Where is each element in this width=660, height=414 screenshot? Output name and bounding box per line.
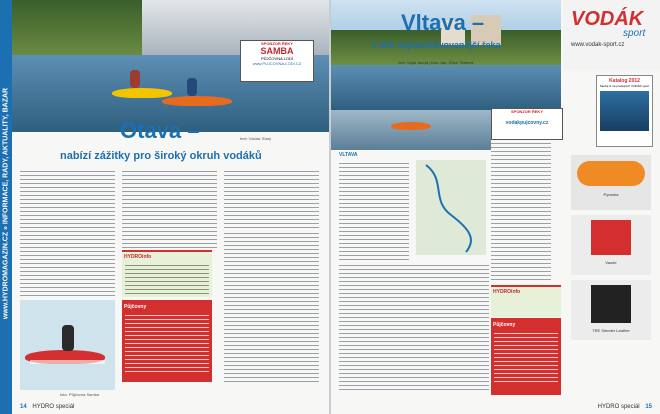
folio-text-right: HYDRO speciál: [597, 404, 640, 410]
rapids-photo: [331, 110, 491, 150]
sponsor-url: www.PUJCOVNA-LODI.CZ: [252, 61, 302, 66]
kayak-photo: [20, 300, 115, 390]
body-column-r3: [491, 140, 551, 280]
author-credit: text: Vojta Janda | foto: Jan „Štíra“ Štíbrník: [398, 60, 474, 65]
product-label-3: TRE Slender Leather: [592, 328, 630, 333]
product-label-2: Vaude: [605, 260, 617, 265]
body-column-r2: [339, 262, 489, 392]
folio-right: [598, 404, 652, 410]
sidebar-strip: [0, 0, 12, 414]
body-column-3: [224, 168, 319, 228]
body-column-2: [122, 168, 217, 248]
catalog-cover: [596, 75, 653, 147]
sidebar-text: www.HYDROMAGAZIN.CZ » INFORMACE, RADY, AKTUALITY, BAZAR: [2, 87, 10, 320]
body-column-r1: [339, 160, 409, 260]
product-pyranha: [571, 155, 651, 210]
brand-logo: VODÁK: [571, 8, 644, 30]
sponsor-sub: PŮJČOVNA LODÍ: [260, 56, 293, 61]
pujcovny-box: [122, 300, 212, 382]
section-label-right: VLTAVA: [339, 152, 358, 158]
hydroinfo-title-right: HYDROinfo: [493, 289, 521, 295]
body-column-4: [224, 230, 319, 385]
sponsor-label-right: SPONZOR ŘEKY: [510, 109, 543, 114]
sponsor-badge: [240, 40, 314, 82]
author-credit: text: Václav Starý: [240, 136, 272, 141]
sponsor-name: SAMBA: [260, 46, 294, 56]
pujcovny-title: Půjčovny: [124, 304, 147, 310]
catalog-title: Katalog 2012: [609, 78, 640, 84]
hydroinfo-title: HYDROinfo: [124, 254, 152, 260]
river-map-icon: [416, 160, 486, 255]
brand-url: www.vodak-sport.cz: [571, 42, 625, 48]
sponsor-label: SPONZOR ŘEKY: [260, 41, 293, 46]
pujcovny-box-right: [491, 318, 561, 395]
folio-text-left: HYDRO speciál: [32, 404, 75, 410]
body-column-1: [20, 168, 115, 298]
article-title: Vltava –: [401, 10, 485, 35]
catalog-subtitle: Sleduj si na prodejních VODÁK sport: [599, 84, 650, 88]
brand-block: [563, 0, 660, 70]
right-page: [331, 0, 660, 414]
sponsor-url-right: vodakpujcovny.cz: [505, 120, 549, 126]
brand-sub: sport: [623, 28, 646, 39]
pujcovny-title-right: Půjčovny: [493, 322, 516, 328]
article-subtitle: nabízí zážitky pro široký okruh vodáků: [60, 150, 262, 162]
product-tre: [571, 280, 651, 340]
folio-left: [20, 404, 74, 410]
hydroinfo-box-right: [491, 285, 561, 317]
map-vltava: [416, 160, 486, 255]
left-page: [0, 0, 329, 414]
page-number-right: 15: [645, 404, 652, 410]
article-title: Otava –: [120, 118, 200, 143]
hydroinfo-box: [122, 250, 212, 297]
article-subtitle: v létě nejnavštěvovanější řeka: [371, 40, 501, 50]
photo-credit: foto: Půjčovna Samba: [60, 392, 100, 397]
product-vaude: [571, 215, 651, 275]
sponsor-badge-right: [491, 108, 563, 140]
product-label-1: Pyranha: [603, 192, 619, 197]
page-number-left: 14: [20, 404, 27, 410]
